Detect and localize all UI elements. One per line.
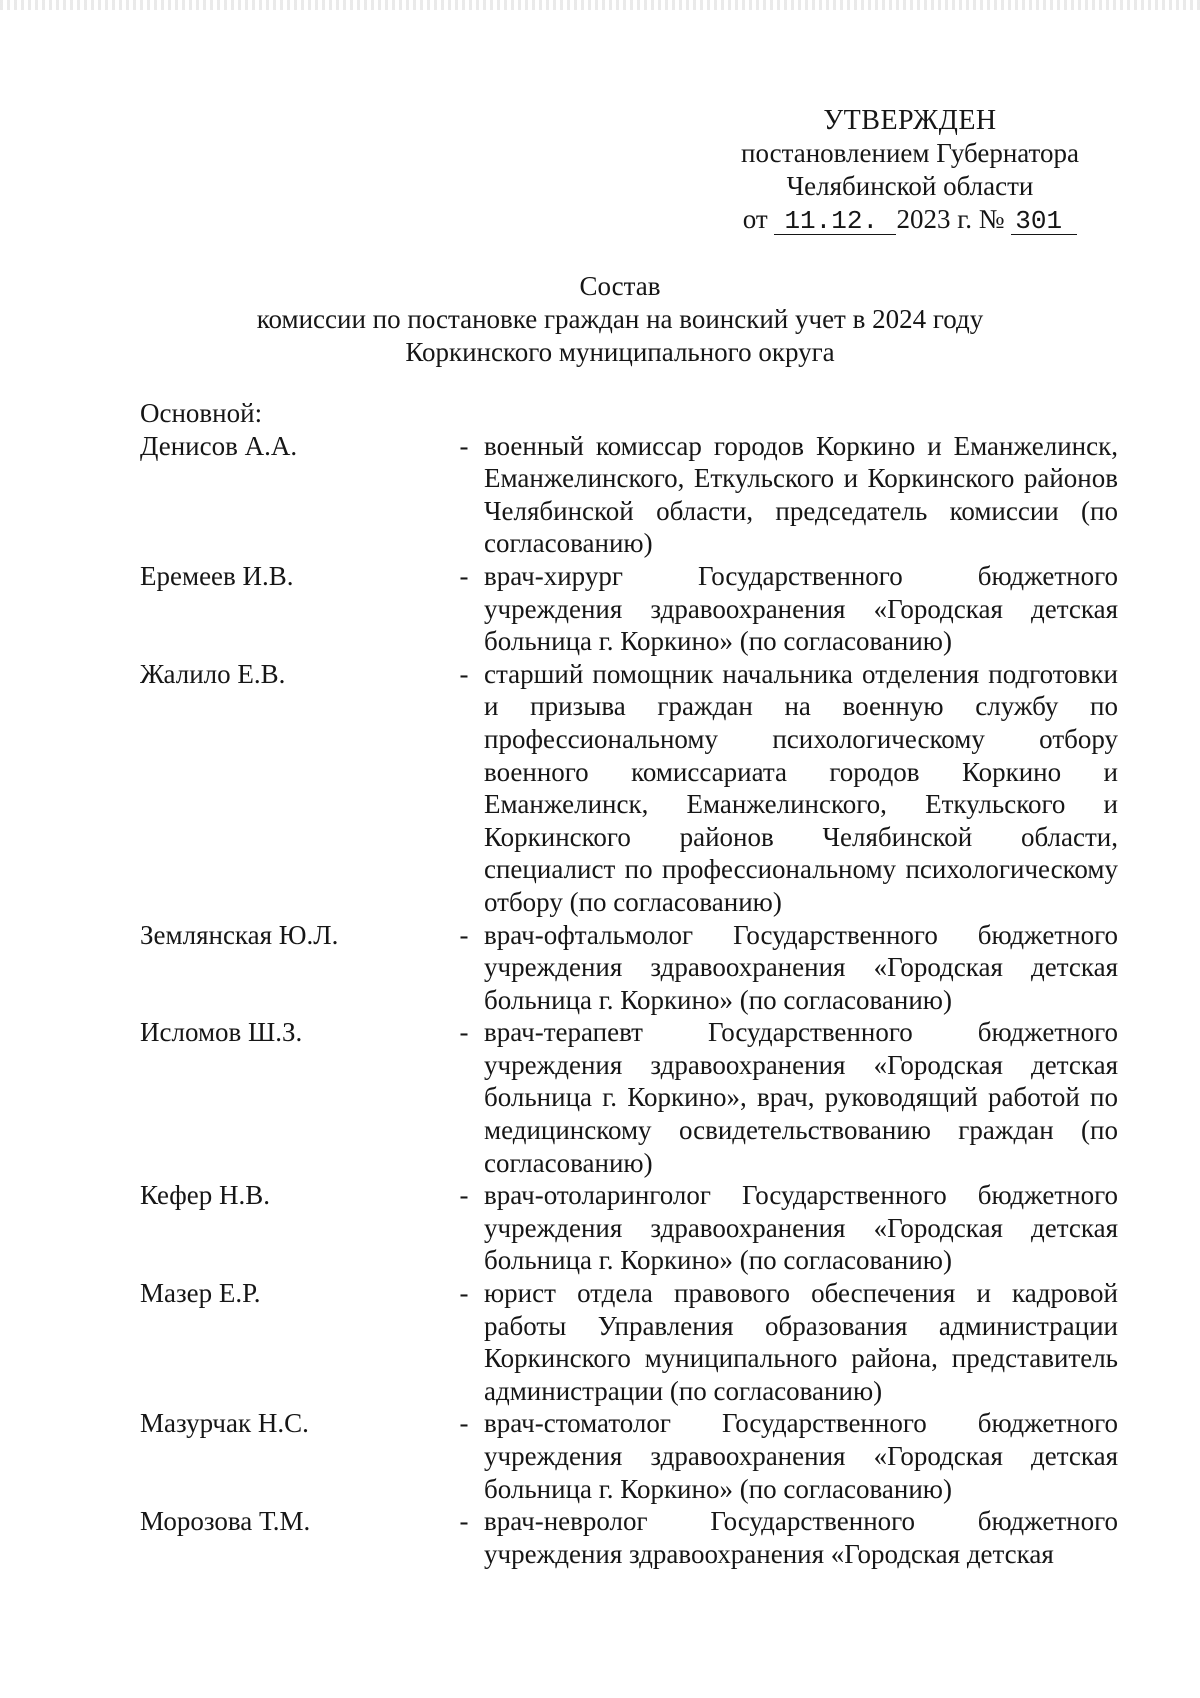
approval-date: 11.12. xyxy=(774,208,896,235)
approval-date-line xyxy=(720,203,1100,236)
member-row xyxy=(140,1179,1118,1277)
member-role: врач-невролог Государственного бюджетного учреждения здравоохранения «Городская детская xyxy=(484,1506,1118,1569)
member-role: врач-терапевт Государственного бюджетного учреждения здравоохранения «Городская детская больница г. Коркино», врач, руководящий работой по медицинскому освидетельствованию граждан (по согласованию) xyxy=(484,1017,1118,1178)
member-row xyxy=(140,1277,1118,1407)
member-dash: - xyxy=(459,1408,469,1439)
member-role: врач-стоматолог Государственного бюджетного учреждения здравоохранения «Городская детская больница г. Коркино» (по согласованию) xyxy=(484,1408,1118,1504)
member-row xyxy=(140,1407,1118,1505)
member-name: Землянская Ю.Л. xyxy=(140,919,339,950)
approval-stamp-block xyxy=(720,104,1100,236)
member-dash: - xyxy=(459,1017,469,1048)
member-row xyxy=(140,1016,1118,1179)
member-row xyxy=(140,560,1118,658)
heading-district: Коркинского муниципального округа xyxy=(405,337,835,367)
heading-subtitle: комиссии по постановке граждан на воинский учет в 2024 году xyxy=(256,304,984,334)
member-role: старший помощник начальника отделения подготовки и призыва граждан на военную службу по профессиональному психологическому отбору военного комиссариата городов Коркино и Еманжелинск, Еманжелинского, Еткульского и Коркинского районов Челябинской области, специалист по профессиональному психологическому отбору (по согласованию) xyxy=(484,658,1118,917)
member-row xyxy=(140,658,1118,919)
member-name: Мазер Е.Р. xyxy=(140,1278,261,1309)
approval-title: УТВЕРЖДЕН xyxy=(823,105,997,136)
approval-prefix: от xyxy=(742,204,768,234)
member-row xyxy=(140,1505,1118,1570)
document-heading xyxy=(140,270,1100,369)
member-name: Кефер Н.В. xyxy=(140,1180,271,1211)
member-role: юрист отдела правового обеспечения и кадровой работы Управления образования администрации Коркинского муниципального района, представитель администрации (по согласованию) xyxy=(484,1278,1118,1406)
member-row xyxy=(140,430,1118,560)
member-dash: - xyxy=(459,560,469,591)
approval-line-2: Челябинской области xyxy=(786,171,1034,201)
member-name: Жалило Е.В. xyxy=(140,658,286,689)
approval-year: 2023 г. № xyxy=(896,204,1005,234)
member-dash: - xyxy=(459,1180,469,1211)
member-list xyxy=(140,397,1118,1570)
member-dash: - xyxy=(459,1278,469,1309)
member-role: врач-офтальмолог Государственного бюджетного учреждения здравоохранения «Городская детская больница г. Коркино» (по согласованию) xyxy=(484,919,1118,1015)
member-dash: - xyxy=(459,430,469,461)
member-role: военный комиссар городов Коркино и Еманжелинск, Еманжелинского, Еткульского и Коркинского районов Челябинской области, председатель комиссии (по согласованию) xyxy=(484,430,1118,559)
scan-edge-artifact xyxy=(0,0,1200,10)
member-role: врач-хирург Государственного бюджетного учреждения здравоохранения «Городская детская больница г. Коркино» (по согласованию) xyxy=(484,560,1118,657)
member-dash: - xyxy=(459,658,469,689)
approval-line-1: постановлением Губернатора xyxy=(741,138,1079,168)
member-name: Исломов Ш.З. xyxy=(140,1017,303,1048)
member-dash: - xyxy=(459,919,469,950)
member-name: Мазурчак Н.С. xyxy=(140,1408,309,1439)
approval-number: 301 xyxy=(1011,208,1077,235)
member-name: Денисов А.А. xyxy=(140,430,298,461)
member-name: Морозова Т.М. xyxy=(140,1506,311,1537)
heading-title: Состав xyxy=(579,271,661,301)
member-dash: - xyxy=(459,1506,469,1537)
section-label: Основной: xyxy=(140,398,263,428)
member-row xyxy=(140,919,1118,1017)
member-name: Еремеев И.В. xyxy=(140,560,294,591)
member-role: врач-отоларинголог Государственного бюджетного учреждения здравоохранения «Городская детская больница г. Коркино» (по согласованию) xyxy=(484,1180,1118,1276)
